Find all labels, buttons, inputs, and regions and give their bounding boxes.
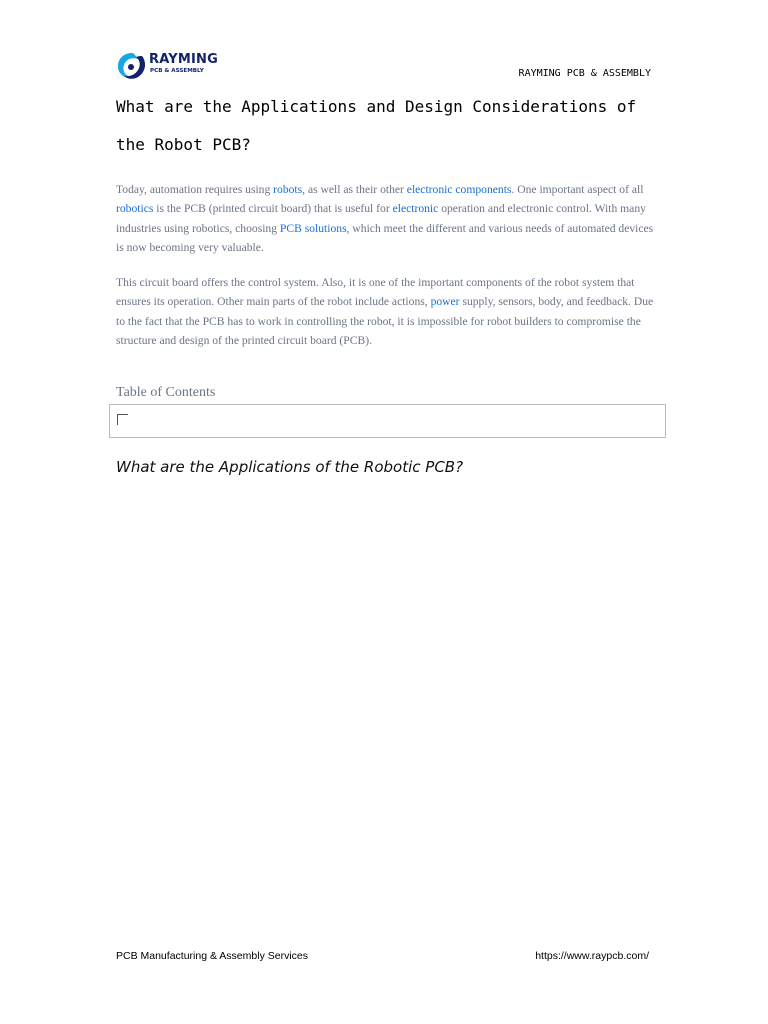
inline-link[interactable]: PCB solutions [279,221,347,235]
paragraph-text: supply, sensors, body, and feedback. Due to the fact that the PCB has to work in controlling the robot, it is impossible for robot builders to compromise the structure and design of the printed circuit board (PCB). [116,295,654,347]
document-title: What are the Applications and Design Considerations of the Robot PCB? [116,97,637,154]
rayming-swirl-icon [116,50,148,80]
footer-url: https://www.raypcb.com/ [535,950,649,962]
toc-toggle-icon[interactable] [117,414,128,425]
paragraph-text: , which meet the different and various needs of automated devices is now becoming very valuable. [116,221,654,254]
table-of-contents-box [109,404,666,438]
section-heading: What are the Applications of the Robotic PCB? [116,458,464,476]
inline-link[interactable]: robotics [116,202,154,216]
logo-subtitle: PCB & ASSEMBLY [150,68,204,74]
paragraph-text: operation and electronic control. With many industries using robotics, choosing [116,202,646,235]
paragraph-text: Today, automation requires using [116,183,274,196]
header-company-name: RAYMING PCB & ASSEMBLY [518,68,651,79]
intro-paragraph [116,180,656,257]
inline-link[interactable]: power [430,295,460,309]
inline-link[interactable]: electronic [392,202,439,216]
rayming-logo [116,50,226,80]
paragraph-text: . One important aspect of all [511,183,644,196]
paragraph-text: is the PCB (printed circuit board) that is useful for [153,202,393,216]
footer-services: PCB Manufacturing & Assembly Services [116,950,308,962]
logo-name: RAYMING [149,52,218,67]
body-paragraph [116,273,656,350]
inline-link[interactable]: electronic components [406,183,512,196]
toc-label: Table of Contents [116,385,216,400]
inline-link[interactable]: robots [273,183,303,196]
paragraph-text: This circuit board offers the control system. Also, it is one of the important components of the robot system that ensures its operation. Other main parts of the robot include actions, [116,276,635,309]
paragraph-text: , as well as their other [302,183,407,196]
